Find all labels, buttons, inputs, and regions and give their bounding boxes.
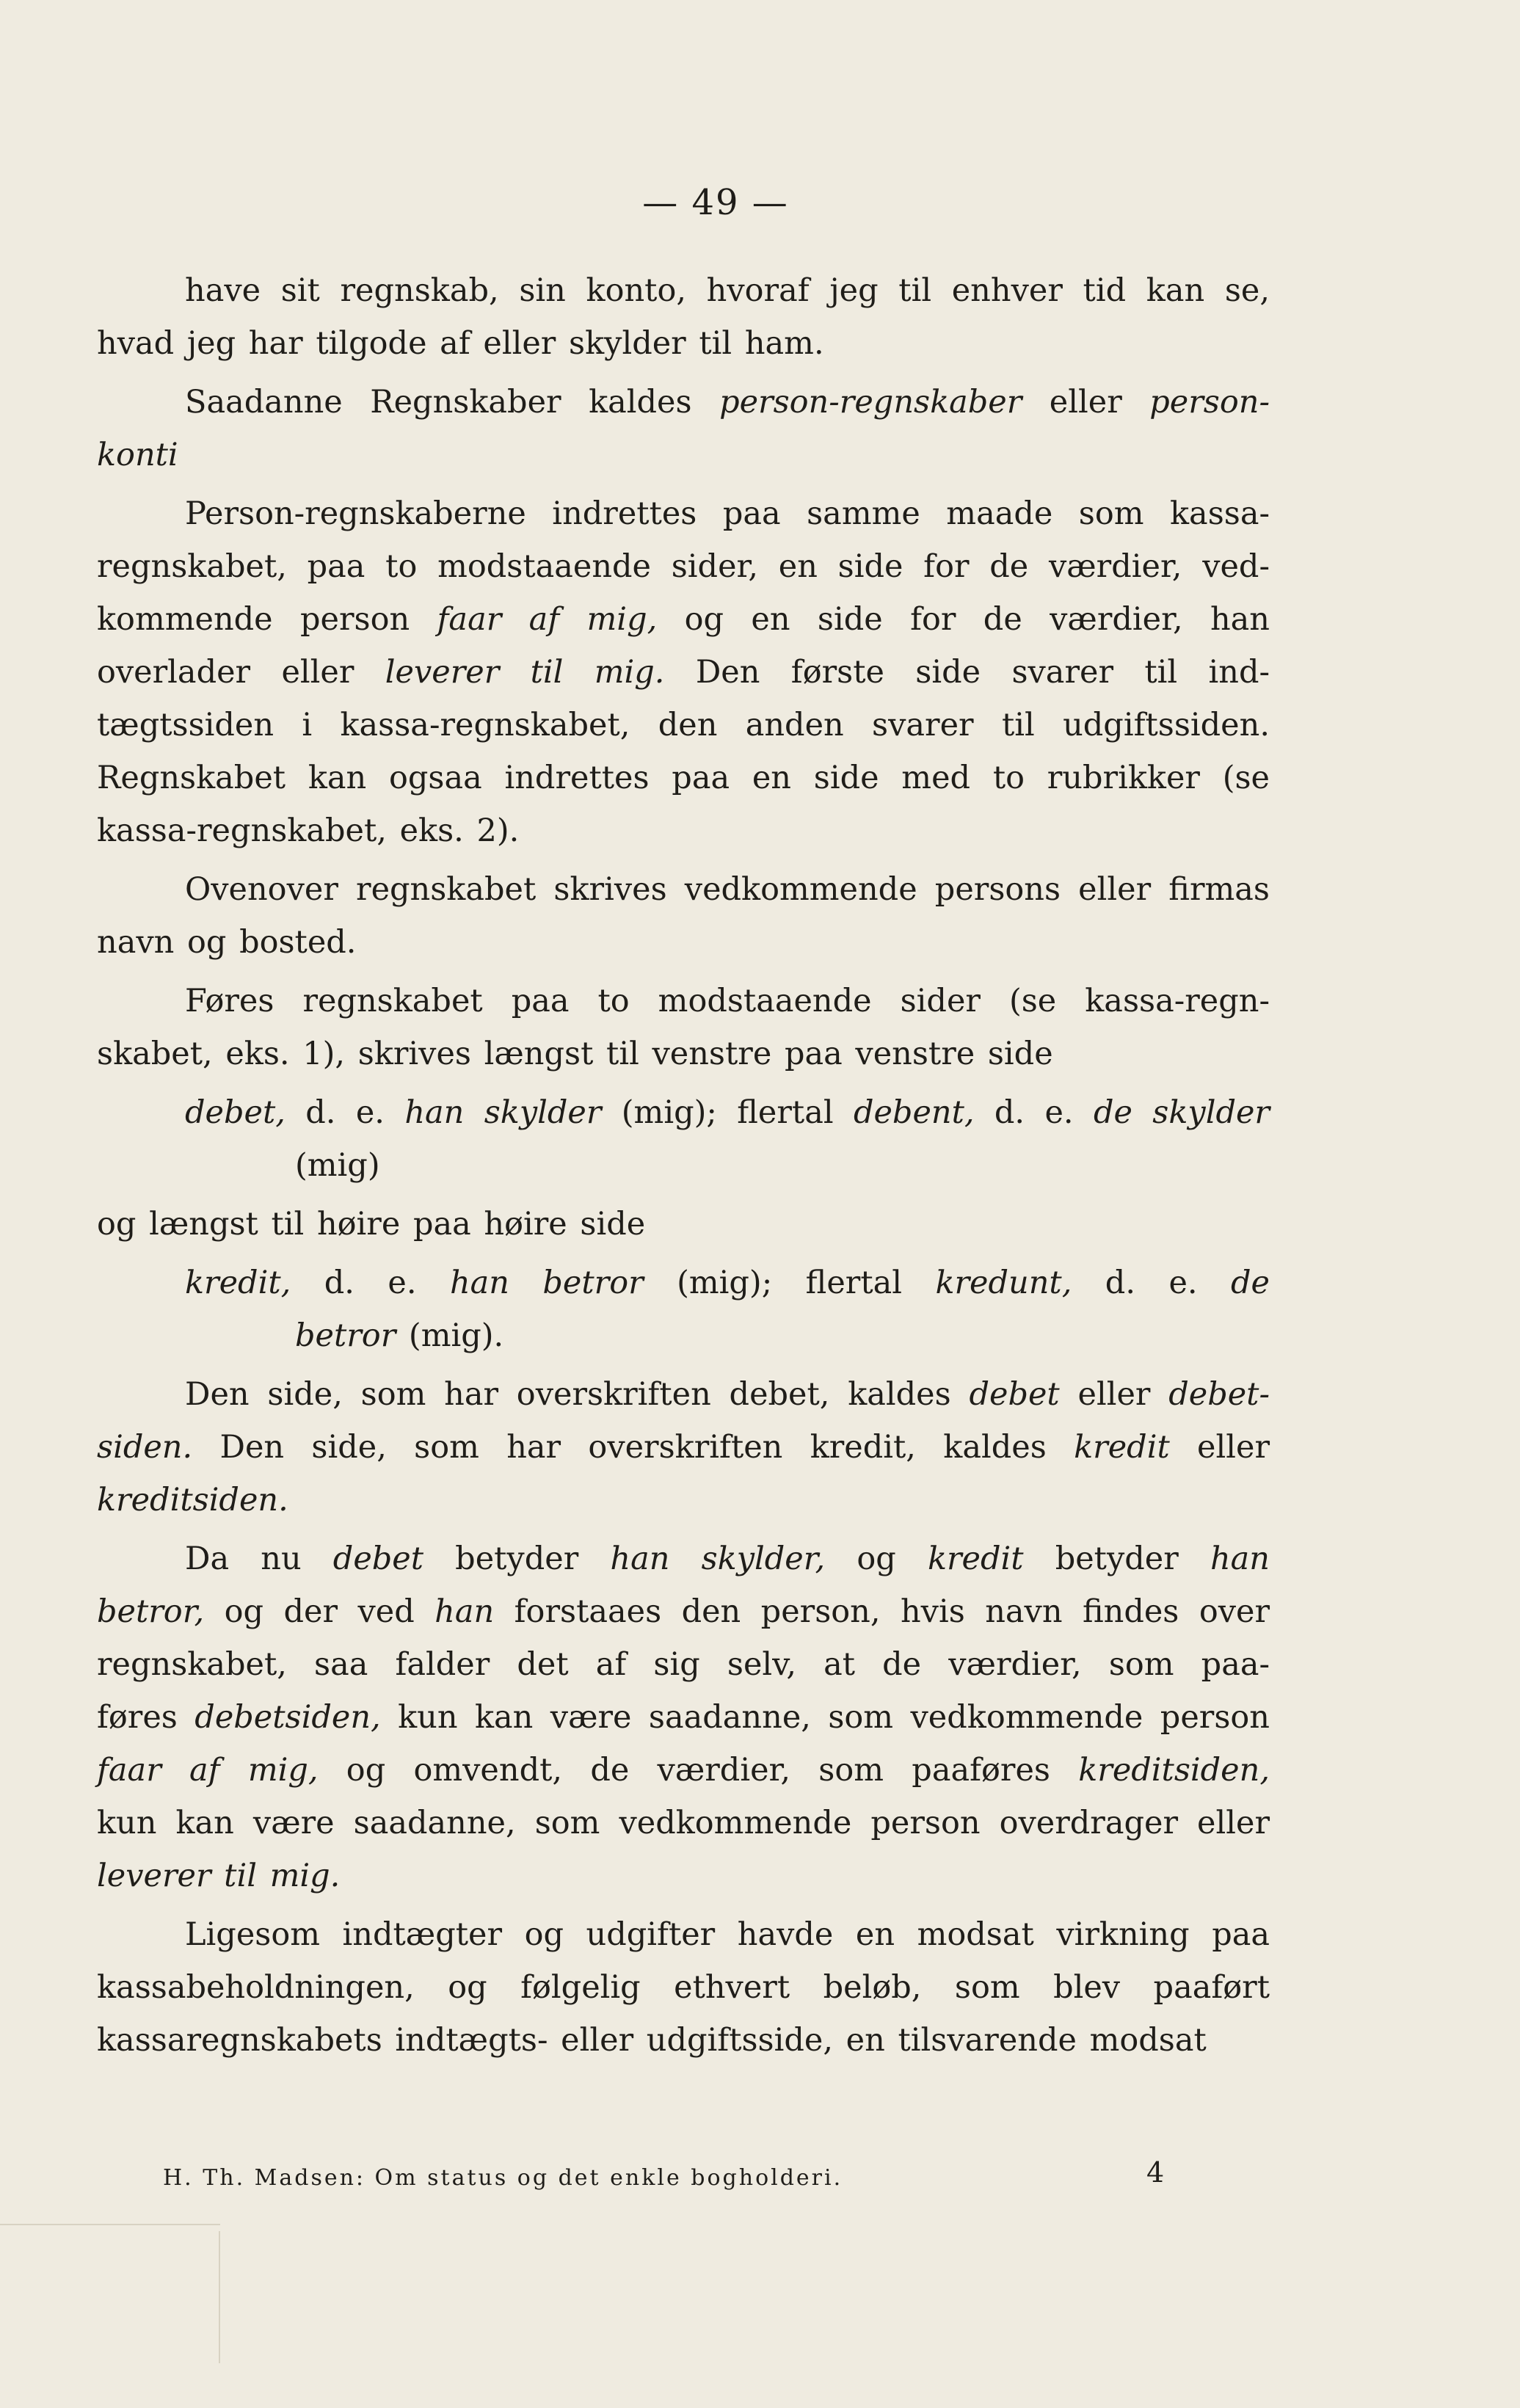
text-run: betyder	[423, 1541, 611, 1577]
text-run: betyder	[1023, 1541, 1210, 1577]
text-line	[97, 593, 1270, 646]
text-run: Den første side svarer til ind-	[664, 654, 1270, 691]
text-run: d. e.	[285, 1094, 405, 1131]
italic-term: debet	[332, 1541, 424, 1577]
text-run: og omvendt, de værdier, som paaføres	[318, 1752, 1079, 1789]
text-line	[97, 1908, 1270, 1961]
text-line	[97, 1368, 1270, 1421]
scan-edge-vertical	[219, 2231, 220, 2363]
text-run: kommende person	[97, 601, 437, 638]
text-run: (mig); flertal	[601, 1094, 854, 1131]
italic-term: han	[434, 1593, 495, 1630]
italic-term: leverer til mig.	[385, 654, 665, 691]
paragraph	[97, 487, 1270, 857]
paragraph	[97, 975, 1270, 1080]
text-run: eller	[1169, 1429, 1270, 1466]
italic-term: han betror	[449, 1265, 644, 1301]
text-run: Da nu	[185, 1541, 333, 1577]
text-run: eller	[1022, 384, 1150, 421]
text-run: (mig).	[396, 1317, 504, 1354]
text-run: d. e.	[974, 1094, 1094, 1131]
signature-mark: 4	[1146, 2156, 1165, 2189]
italic-term: kredit	[1074, 1429, 1170, 1466]
text-line	[97, 2014, 1270, 2067]
text-line	[97, 916, 1270, 969]
italic-term: faar af mig,	[437, 601, 658, 638]
text-run: Føres regnskabet paa to modstaaende sider (se kassa-regn-	[185, 983, 1270, 1019]
paragraph	[97, 1532, 1270, 1902]
text-line	[97, 376, 1270, 429]
text-run: eller	[1059, 1376, 1169, 1413]
paragraph	[97, 264, 1270, 370]
text-run: overlader eller	[97, 654, 385, 691]
italic-term: kredit,	[185, 1265, 291, 1301]
text-line	[97, 804, 1270, 857]
paragraphs-after-definitions	[97, 1368, 1270, 2067]
text-line	[97, 1027, 1270, 1080]
text-line	[97, 1849, 1270, 1902]
text-run: Ligesom indtægter og udgifter havde en modsat virkning paa	[185, 1916, 1270, 1953]
text-run: have sit regnskab, sin konto, hvoraf jeg til enhver tid kan se,	[185, 272, 1270, 309]
text-run: føres	[97, 1699, 195, 1736]
text-run: Saadanne Regnskaber kaldes	[185, 384, 720, 421]
text-line	[97, 863, 1270, 916]
definition-debet	[97, 1086, 1270, 1192]
text-run: Den side, som har overskriften debet, kaldes	[185, 1376, 970, 1413]
italic-term: betror	[295, 1317, 396, 1354]
italic-term: konti	[97, 437, 178, 473]
italic-term: person-regnskaber	[719, 384, 1022, 421]
italic-term: han skylder	[404, 1094, 602, 1131]
definition-line	[97, 1309, 1270, 1362]
text-run: tægtssiden i kassa-regnskabet, den anden svarer til udgiftssiden.	[97, 707, 1270, 743]
italic-term: leverer til mig.	[97, 1858, 341, 1894]
page-number: — 49 —	[642, 182, 789, 223]
text-run: kassa-regnskabet, eks. 2).	[97, 812, 520, 849]
definition-kredit	[97, 1256, 1270, 1362]
connector-line: og længst til høire paa høire side	[97, 1206, 646, 1243]
text-run: regnskabet, paa to modstaaende sider, en side for de værdier, ved-	[97, 548, 1270, 585]
text-run: og der ved	[204, 1593, 435, 1630]
italic-term: debet-	[1168, 1376, 1270, 1413]
text-line	[97, 1691, 1270, 1744]
text-run: regnskabet, saa falder det af sig selv, at de værdier, som paa-	[97, 1646, 1270, 1683]
italic-term: debent,	[853, 1094, 975, 1131]
text-line	[97, 1797, 1270, 1849]
text-run: Den side, som har overskriften kredit, kaldes	[192, 1429, 1074, 1466]
text-line	[97, 1474, 1270, 1527]
paragraph	[97, 1908, 1270, 2067]
text-run: kun kan være saadanne, som vedkommende person	[380, 1699, 1270, 1736]
italic-term: debet	[969, 1376, 1060, 1413]
text-line	[97, 264, 1270, 317]
body-text	[97, 264, 1270, 2067]
italic-term: de skylder	[1093, 1094, 1270, 1131]
text-line	[97, 699, 1270, 752]
text-run: Regnskabet kan ogsaa indrettes paa en side med to rubrikker (se	[97, 760, 1270, 796]
italic-term: kreditsiden.	[97, 1482, 288, 1518]
italic-term: debet,	[185, 1094, 286, 1131]
paragraph	[97, 1368, 1270, 1527]
text-line	[97, 1961, 1270, 2014]
text-run: Person-regnskaberne indrettes paa samme maade som kassa-	[185, 495, 1270, 532]
scan-edge-line	[0, 2224, 220, 2225]
italic-term: han	[1210, 1541, 1270, 1577]
text-run: og en side for de værdier, han	[657, 601, 1270, 638]
definition-line	[97, 1256, 1270, 1309]
text-run: skabet, eks. 1), skrives længst til venstre paa venstre side	[97, 1036, 1053, 1072]
text-line	[97, 1744, 1270, 1797]
text-line	[97, 1532, 1270, 1585]
text-line	[97, 1638, 1270, 1691]
text-run: kassaregnskabets indtægts- eller udgiftsside, en tilsvarende modsat	[97, 2022, 1207, 2059]
text-line	[97, 646, 1270, 699]
italic-term: faar af mig,	[97, 1752, 319, 1789]
paragraphs-before-definitions	[97, 264, 1270, 1080]
text-line	[97, 429, 1270, 481]
italic-term: debetsiden,	[194, 1699, 381, 1736]
text-run: kun kan være saadanne, som vedkommende person overdrager eller	[97, 1805, 1270, 1841]
text-run: kassabeholdningen, og følgelig ethvert beløb, som blev paaført	[97, 1969, 1270, 2006]
text-run: (mig); flertal	[643, 1265, 936, 1301]
paragraph	[97, 863, 1270, 969]
italic-term: kreditsiden,	[1078, 1752, 1270, 1789]
italic-term: kredit	[927, 1541, 1024, 1577]
italic-term: betror,	[97, 1593, 205, 1630]
definition-line	[97, 1086, 1270, 1139]
text-line	[97, 540, 1270, 593]
italic-term: siden.	[97, 1429, 193, 1466]
text-run: d. e.	[291, 1265, 450, 1301]
text-run: d. e.	[1072, 1265, 1231, 1301]
italic-term: kredunt,	[935, 1265, 1072, 1301]
text-line	[97, 752, 1270, 804]
italic-term: han skylder,	[610, 1541, 826, 1577]
text-line	[97, 975, 1270, 1027]
text-run: og	[825, 1541, 928, 1577]
definition-line	[97, 1139, 1270, 1192]
footer-imprint: H. Th. Madsen: Om status og det enkle bogholderi.	[163, 2165, 843, 2191]
text-line	[97, 317, 1270, 370]
text-run: navn og bosted.	[97, 924, 357, 961]
text-run: (mig)	[295, 1147, 380, 1184]
italic-term: person-	[1149, 384, 1270, 421]
text-line	[97, 1585, 1270, 1638]
text-run: Ovenover regnskabet skrives vedkommende persons eller firmas	[185, 871, 1270, 908]
text-run: forstaaes den person, hvis navn findes over	[494, 1593, 1270, 1630]
paragraph	[97, 376, 1270, 481]
text-run: hvad jeg har tilgode af eller skylder til ham.	[97, 325, 824, 362]
text-line	[97, 1421, 1270, 1474]
text-line	[97, 487, 1270, 540]
italic-term: de	[1231, 1265, 1270, 1301]
